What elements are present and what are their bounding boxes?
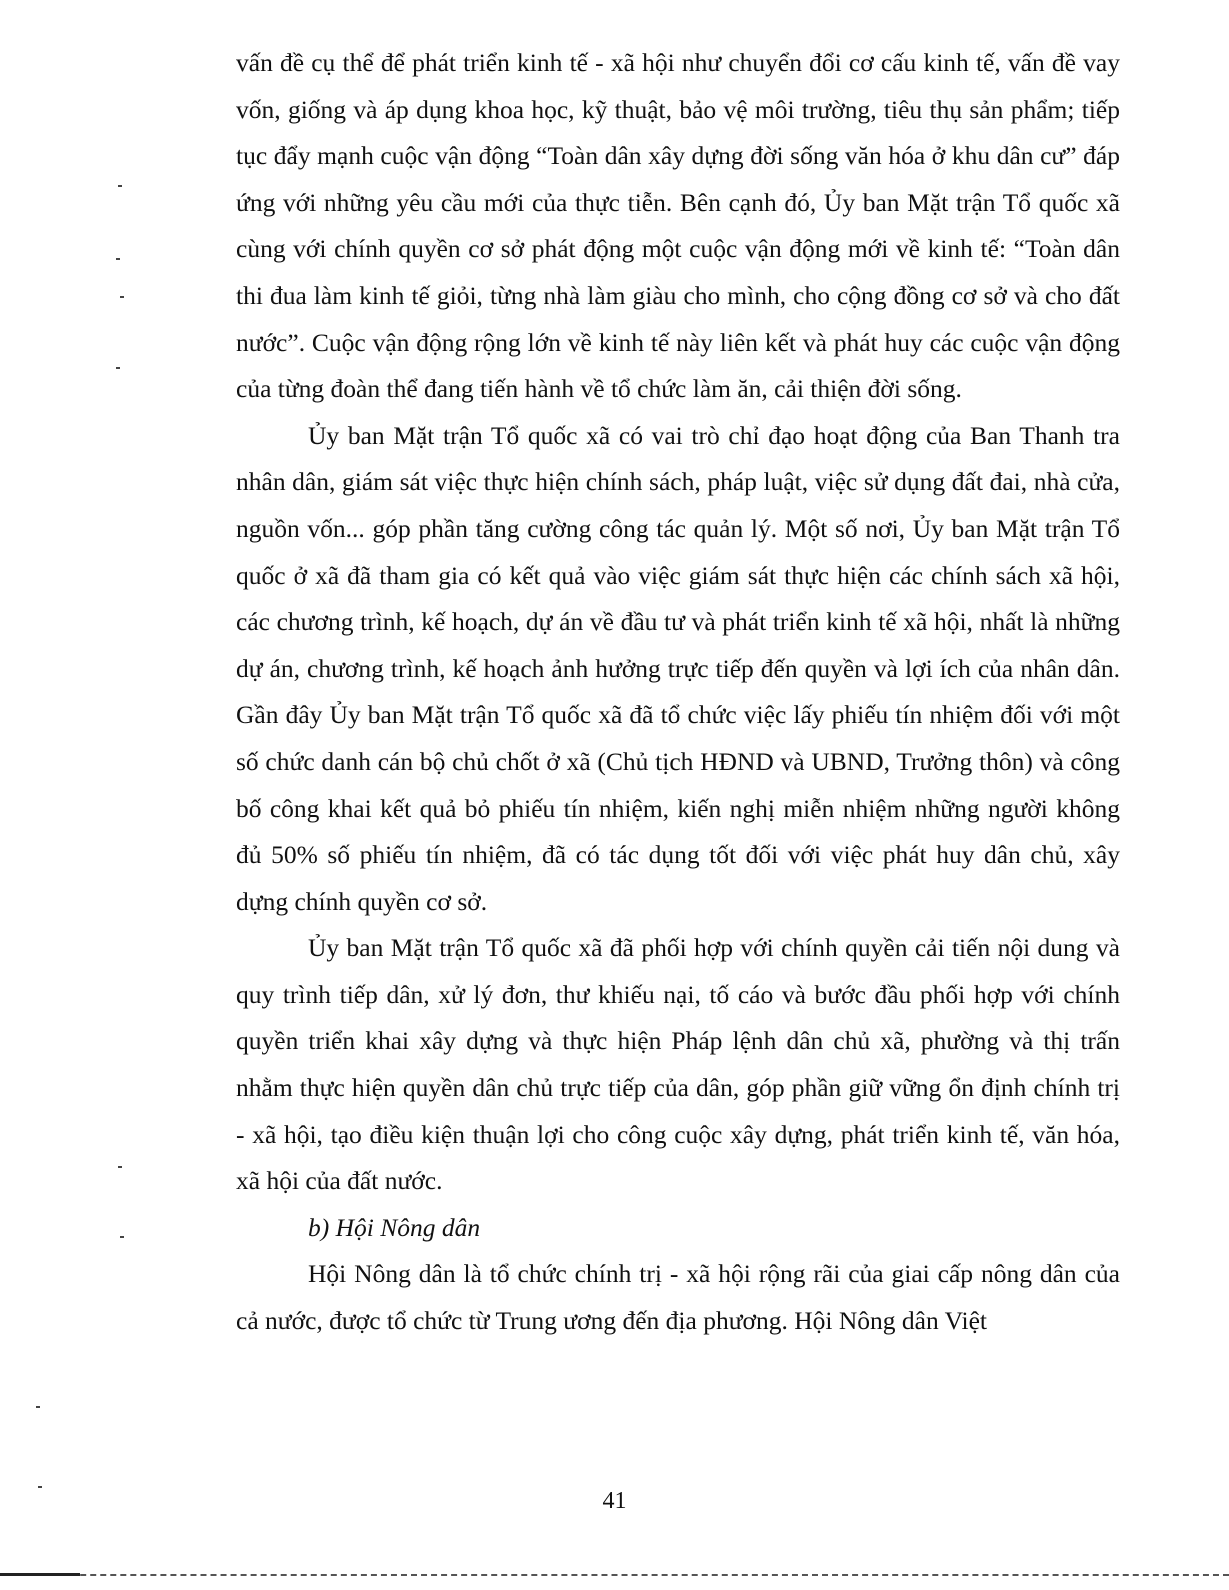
page-number: 41	[602, 1488, 627, 1514]
scan-speck	[36, 1406, 40, 1408]
scan-speck	[116, 258, 120, 260]
section-subheading: b) Hội Nông dân	[308, 1212, 481, 1242]
scan-speck	[116, 367, 120, 369]
paragraph-coordination: Ủy ban Mặt trận Tổ quốc xã đã phối hợp với chính quyền cải tiến nội dung và quy trình tiếp dân, xử lý đơn, thư khiếu nại, tố cáo và bước đầu phối hợp với chính quyền triển khai xây dựng và thực hiện Pháp lệnh dân chủ xã, phường và thị trấn nhằm thực hiện quyền dân chủ trực tiếp của dân, góp phần giữ vững ổn định chính trị - xã hội, tạo điều kiện thuận lợi cho công cuộc xây dựng, phát triển kinh tế, văn hóa, xã hội của đất nước.	[236, 933, 1120, 1196]
bottom-dashed-rule	[0, 1574, 1229, 1576]
page-body	[236, 40, 1120, 1345]
scan-speck	[120, 1236, 124, 1238]
paragraph-farmers-union: Hội Nông dân là tổ chức chính trị - xã hội rộng rãi của giai cấp nông dân của cả nước, được tổ chức từ Trung ương đến địa phương. Hội Nông dân Việt	[236, 1259, 1120, 1336]
scan-speck	[120, 296, 124, 298]
paragraph-supervision: Ủy ban Mặt trận Tổ quốc xã có vai trò chỉ đạo hoạt động của Ban Thanh tra nhân dân, giám sát việc thực hiện chính sách, pháp luật, việc sử dụng đất đai, nhà cửa, nguồn vốn... góp phần tăng cường công tác quản lý. Một số nơi, Ủy ban Mặt trận Tổ quốc ở xã đã tham gia có kết quả vào việc giám sát thực hiện các chính sách xã hội, các chương trình, kế hoạch, dự án về đầu tư và phát triển kinh tế xã hội, nhất là những dự án, chương trình, kế hoạch ảnh hưởng trực tiếp đến quyền và lợi ích của nhân dân. Gần đây Ủy ban Mặt trận Tổ quốc xã đã tổ chức việc lấy phiếu tín nhiệm đối với một số chức danh cán bộ chủ chốt ở xã (Chủ tịch HĐND và UBND, Trưởng thôn) và công bố công khai kết quả bỏ phiếu tín nhiệm, kiến nghị miễn nhiệm những người không đủ 50% số phiếu tín nhiệm, đã có tác dụng tốt đối với việc phát huy dân chủ, xây dựng chính quyền cơ sở.	[236, 420, 1120, 916]
bottom-solid-rule	[0, 1573, 80, 1576]
scan-speck	[38, 1486, 42, 1488]
paragraph-continuation: vấn đề cụ thể để phát triển kinh tế - xã hội như chuyển đổi cơ cấu kinh tế, vấn đề vay vốn, giống và áp dụng khoa học, kỹ thuật, bảo vệ môi trường, tiêu thụ sản phẩm; tiếp tục đẩy mạnh cuộc vận động “Toàn dân xây dựng đời sống văn hóa ở khu dân cư” đáp ứng với những yêu cầu mới của thực tiễn. Bên cạnh đó, Ủy ban Mặt trận Tổ quốc xã cùng với chính quyền cơ sở phát động một cuộc vận động mới về kinh tế: “Toàn dân thi đua làm kinh tế giỏi, từng nhà làm giàu cho mình, cho cộng đồng cơ sở và cho đất nước”. Cuộc vận động rộng lớn về kinh tế này liên kết và phát huy các cuộc vận động của từng đoàn thể đang tiến hành về tổ chức làm ăn, cải thiện đời sống.	[236, 48, 1120, 404]
scan-speck	[118, 1166, 122, 1168]
scan-speck	[118, 185, 122, 187]
